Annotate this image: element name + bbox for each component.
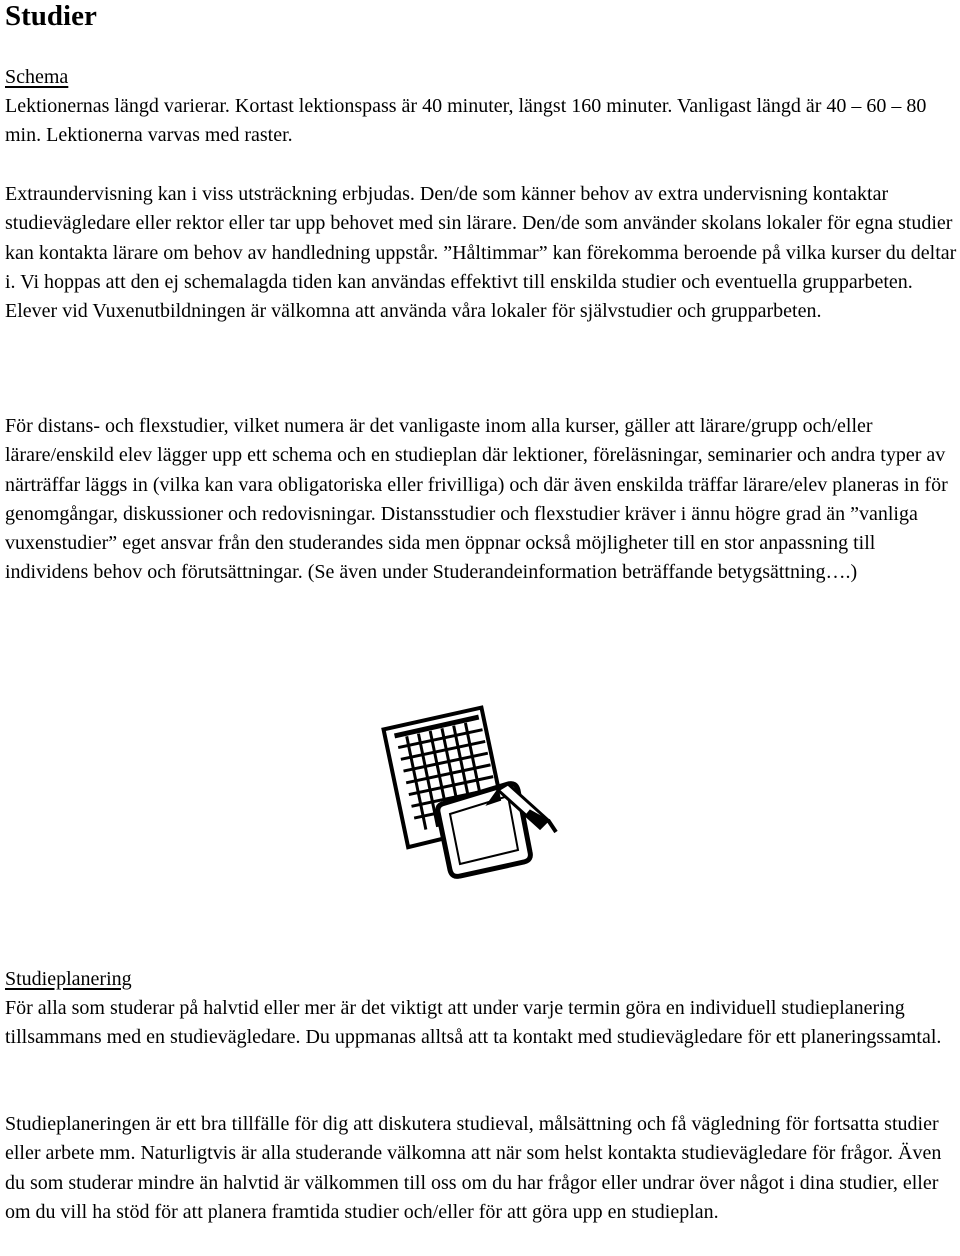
studieplanering-paragraph-1: För alla som studerar på halvtid eller mer är det viktigt att under varje termin göra en individuell studieplanering tillsammans med en studievägledare. Du uppmanas alltså att ta kontakt med studievägledare för ett planeringssamtal. (5, 997, 942, 1049)
studieplanering-paragraph-2: Studieplaneringen är ett bra tillfälle för dig att diskutera studieval, målsättning och få vägledning för fortsatta studier eller arbete mm. Naturligtvis är alla studerande välkomna att när som helst kontakta studievägledare för frågor. Även du som studerar mindre än halvtid är välkommen till oss om du har frågor eller undrar över något i dina studier, eller om du vill ha stöd för att planera framtida studier och/eller för att göra upp en studieplan. (5, 1113, 942, 1223)
schema-paragraph-1: Lektionernas längd varierar. Kortast lektionspass är 40 minuter, längst 160 minuter. Vanligast längd är 40 – 60 – 80 min. Lektionerna varvas med raster. (5, 95, 927, 147)
schema-paragraph-3: För distans- och flexstudier, vilket numera är det vanligaste inom alla kurser, gäller att lärare/grupp och/eller lärare/enskild elev lägger upp ett schema och en studieplan där lektioner, föreläsningar, seminarier och andra typer av närträffar läggs in (vilka kan vara obligatoriska eller frivilliga) och där även enskilda träffar lärare/elev planeras in för genomgångar, diskussioner och redovisningar. Distansstudier och flexstudier kräver i ännu högre grad än ”vanliga vuxenstudier” eget ansvar från den studerandes sida men öppnar också möjligheter till en stor anpassning till individens behov och förutsättningar. (Se även under Studerandeinformation beträffande betygsättning….) (5, 415, 948, 584)
schema-paragraph-2: Extraundervisning kan i viss utsträckning erbjudas. Den/de som känner behov av extra undervisning kontaktar studievägledare eller rektor eller tar upp behovet med sin lärare. Den/de som använder skolans lokaler för egna studier kan kontakta lärare om behov av handledning uppstår. ”Håltimmar” kan förekomma beroende på vilka kurser du deltar i. Vi hoppas att den ej schemalagda tiden kan användas effektivt till enskilda studier och eventuella grupparbeten. Elever vid Vuxenutbildningen är välkomna att använda våra lokaler för självstudier och grupparbeten. (5, 183, 957, 323)
calendar-notepad-pen-icon (380, 692, 560, 882)
page-title: Studier (5, 0, 97, 32)
section-heading-schema: Schema (5, 66, 69, 88)
section-heading-studieplanering: Studieplanering (5, 968, 132, 990)
